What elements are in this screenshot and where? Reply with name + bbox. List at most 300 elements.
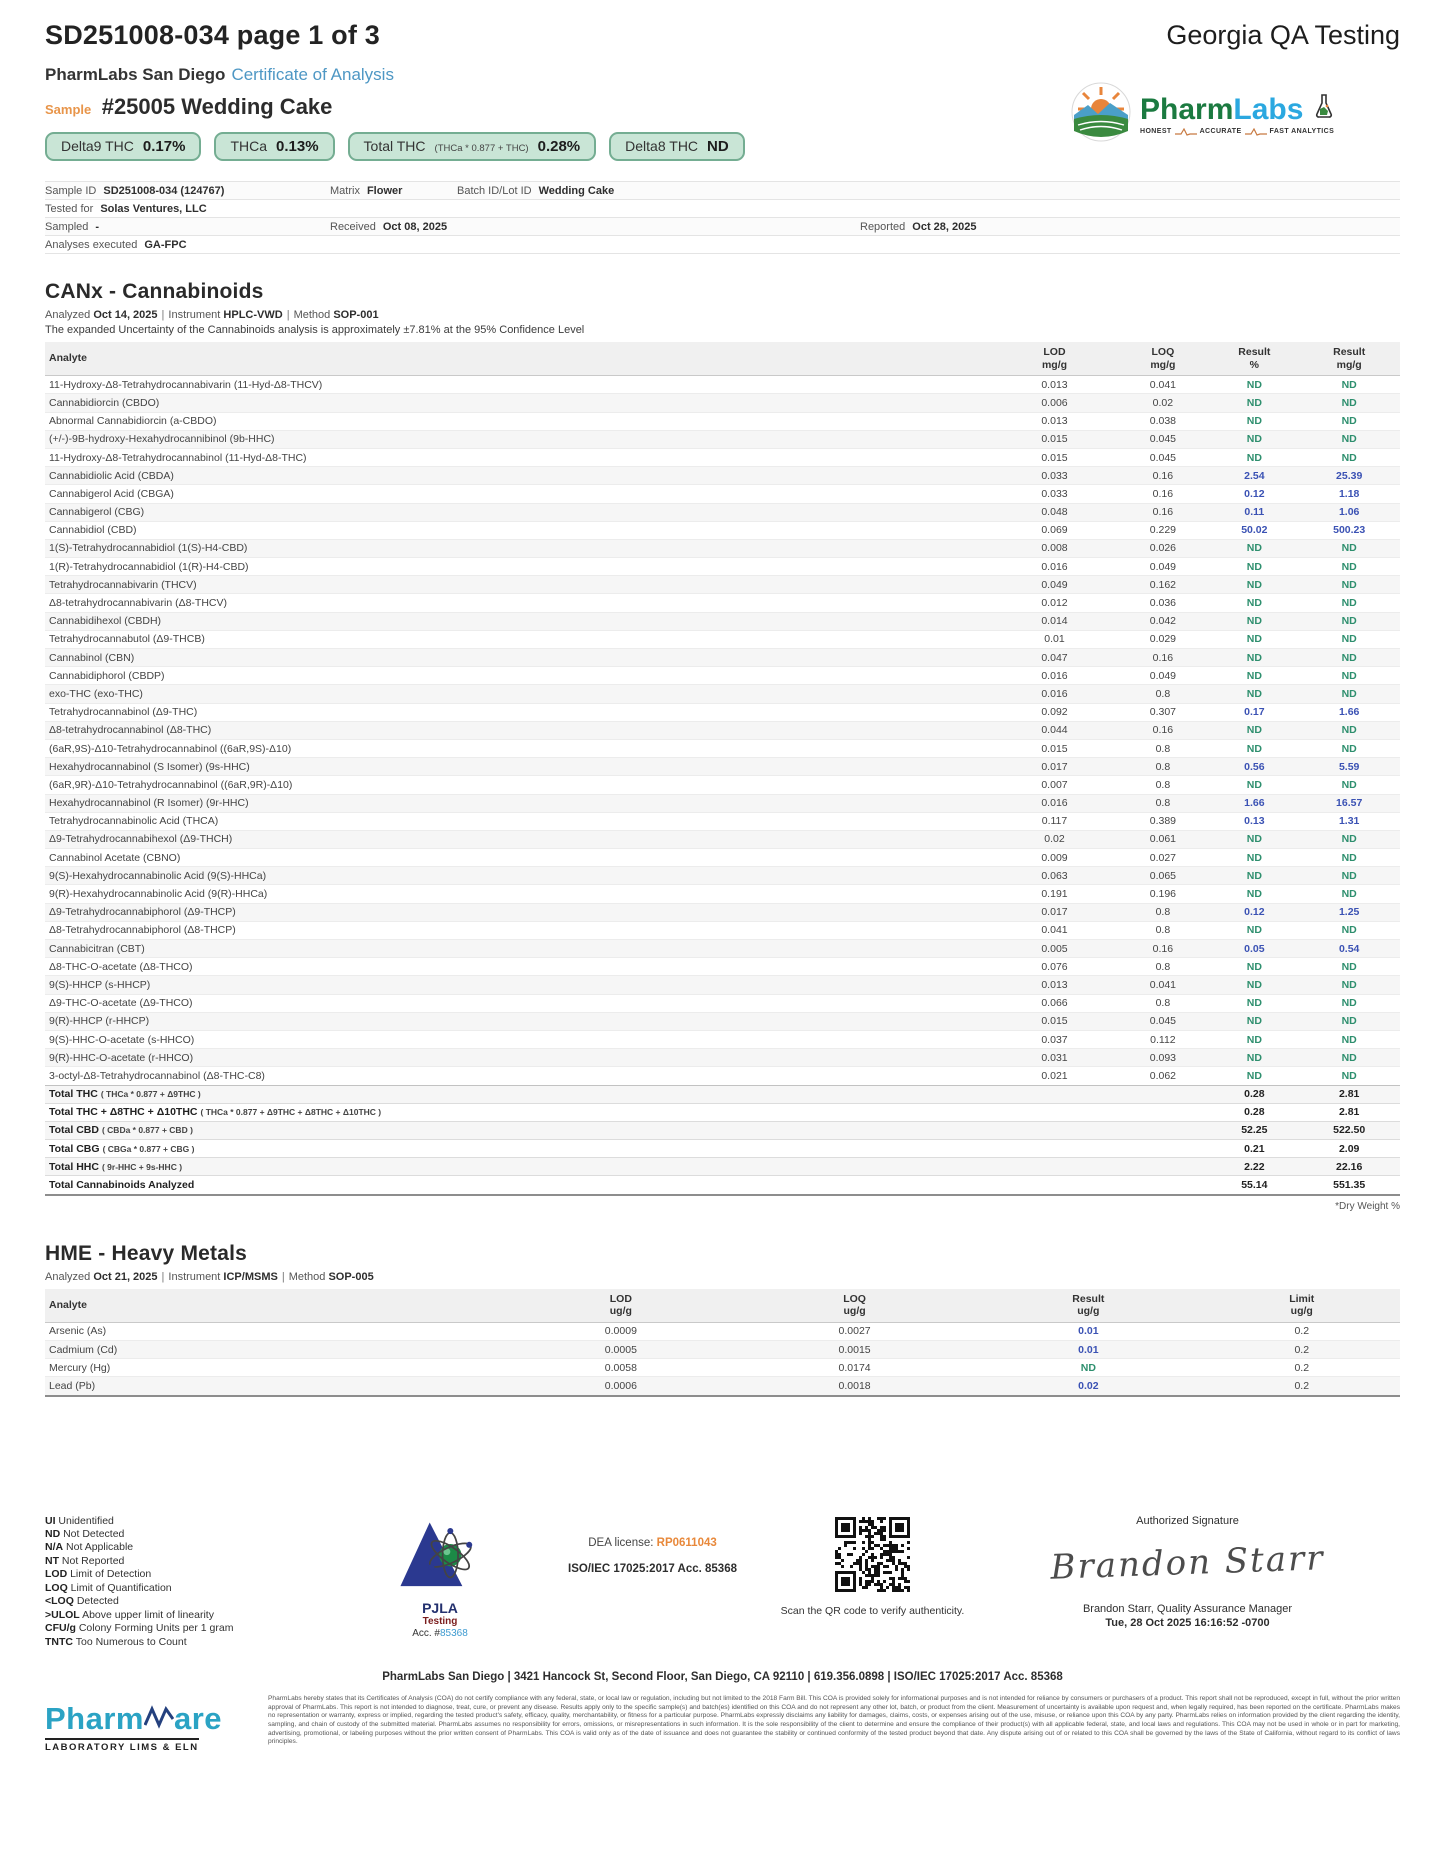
- totals-row: [45, 1140, 1400, 1158]
- legend-item: CFU/g Colony Forming Units per 1 gram: [45, 1622, 234, 1635]
- cell: 0.307: [1115, 703, 1210, 721]
- totals-row: [45, 1121, 1400, 1139]
- cell: Δ8-Tetrahydrocannabiphorol (Δ8-THCP): [45, 921, 994, 939]
- analyte-row: [45, 594, 1400, 612]
- matrix-value: Flower: [366, 185, 403, 197]
- cell: 0.017: [994, 903, 1116, 921]
- received-value: Oct 08, 2025: [382, 221, 448, 233]
- cell: ND: [1210, 539, 1298, 557]
- cell: Cannabigerol (CBG): [45, 503, 994, 521]
- cell: 0.0006: [506, 1377, 736, 1396]
- cell: 0.0018: [736, 1377, 973, 1396]
- totals-row: [45, 1085, 1400, 1103]
- cell: 0.8: [1115, 958, 1210, 976]
- cell: (6aR,9S)-Δ10-Tetrahydrocannabinol ((6aR,9S)-Δ10): [45, 739, 994, 757]
- analyte-row: [45, 940, 1400, 958]
- cell: ND: [1298, 430, 1400, 448]
- cell: 0.02: [994, 830, 1116, 848]
- cell: 1(S)-Tetrahydrocannabidiol (1(S)-H4-CBD): [45, 539, 994, 557]
- cell: ND: [1298, 830, 1400, 848]
- analyte-row: [45, 958, 1400, 976]
- lab-name-line: [45, 65, 745, 85]
- cell: ND: [1298, 739, 1400, 757]
- cannabinoids-section-title: CANx - Cannabinoids: [45, 280, 264, 303]
- iso-accreditation-line: ISO/IEC 17025:2017 Acc. 85368: [568, 1562, 737, 1575]
- column-header-result-mgg: Result mg/g: [1298, 342, 1400, 376]
- cell: 0.0005: [506, 1341, 736, 1359]
- thc-badges: [45, 132, 745, 161]
- analyte-row: [45, 703, 1400, 721]
- cell: Δ8-tetrahydrocannabivarin (Δ8-THCV): [45, 594, 994, 612]
- sample-name: #25005 Wedding Cake: [101, 94, 333, 119]
- cell: ND: [1298, 539, 1400, 557]
- cell: 0.05: [1210, 940, 1298, 958]
- cell: ND: [1298, 994, 1400, 1012]
- cell: 0.02: [973, 1377, 1203, 1396]
- cell: 9(S)-HHCP (s-HHCP): [45, 976, 994, 994]
- cell: 0.11: [1210, 503, 1298, 521]
- totals-row: [45, 1158, 1400, 1176]
- cell: 0.006: [994, 394, 1116, 412]
- cell: 5.59: [1298, 758, 1400, 776]
- cell: 9(R)-HHCP (r-HHCP): [45, 1012, 994, 1030]
- qr-block: [770, 1515, 975, 1617]
- cell: 0.191: [994, 885, 1116, 903]
- cell: 0.044: [994, 721, 1116, 739]
- cell: [994, 1085, 1116, 1103]
- cell: 0.031: [994, 1049, 1116, 1067]
- analyte-row: [45, 1012, 1400, 1030]
- cell: 0.049: [1115, 558, 1210, 576]
- cell: ND: [1210, 649, 1298, 667]
- cell: 0.047: [994, 649, 1116, 667]
- analyte-row: [45, 1067, 1400, 1085]
- analyte-row: [45, 994, 1400, 1012]
- abbreviation-legend: [45, 1515, 345, 1649]
- cell: 0.8: [1115, 794, 1210, 812]
- total-name: Total Cannabinoids Analyzed: [45, 1176, 994, 1195]
- cell: ND: [1210, 394, 1298, 412]
- heavy-metals-meta: Analyzed Oct 21, 2025 | Instrument ICP/MSMS | Method SOP-005: [45, 1270, 374, 1283]
- column-header-limit-ugg: Limit ug/g: [1204, 1289, 1401, 1323]
- total-value: 0.21: [1210, 1140, 1298, 1158]
- cell: 0.2: [1204, 1322, 1401, 1340]
- cell: ND: [1298, 612, 1400, 630]
- cell: 0.12: [1210, 485, 1298, 503]
- analyte-row: [45, 721, 1400, 739]
- analyte-row: [45, 921, 1400, 939]
- cell: ND: [1210, 921, 1298, 939]
- cell: 0.013: [994, 376, 1116, 394]
- cell: 0.56: [1210, 758, 1298, 776]
- analyte-row: [45, 467, 1400, 485]
- legend-item: <LOQ Detected: [45, 1595, 119, 1608]
- cell: 0.014: [994, 612, 1116, 630]
- cell: Hexahydrocannabinol (R Isomer) (9r-HHC): [45, 794, 994, 812]
- cell: 0.2: [1204, 1341, 1401, 1359]
- total-value: 0.28: [1210, 1103, 1298, 1121]
- cell: 0.016: [994, 558, 1116, 576]
- cell: ND: [1210, 830, 1298, 848]
- cell: ND: [1210, 976, 1298, 994]
- cell: ND: [1298, 394, 1400, 412]
- cell: ND: [1210, 867, 1298, 885]
- cell: Lead (Pb): [45, 1377, 506, 1396]
- cell: 0.041: [1115, 376, 1210, 394]
- cell: 0.036: [1115, 594, 1210, 612]
- signature-date: Tue, 28 Oct 2025 16:16:52 -0700: [1105, 1616, 1270, 1629]
- sample-id-label: Sample ID: [45, 185, 97, 197]
- cell: ND: [1298, 1012, 1400, 1030]
- analyte-row: [45, 485, 1400, 503]
- sampled-label: Sampled: [45, 221, 89, 233]
- cell: ND: [1210, 721, 1298, 739]
- cell: ND: [1298, 448, 1400, 466]
- analyte-row: [45, 394, 1400, 412]
- cell: 9(R)-HHC-O-acetate (r-HHCO): [45, 1049, 994, 1067]
- cell: [1115, 1103, 1210, 1121]
- cell: ND: [1210, 558, 1298, 576]
- cell: Cannabidiorcin (CBDO): [45, 394, 994, 412]
- cell: 0.013: [994, 412, 1116, 430]
- cell: 0.117: [994, 812, 1116, 830]
- column-header-lod-mgg: LOD mg/g: [994, 342, 1116, 376]
- pjla-acc-number: 85368: [439, 1627, 468, 1639]
- top-bar: [45, 20, 1400, 51]
- cell: 0.0009: [506, 1322, 736, 1340]
- cell: ND: [973, 1359, 1203, 1377]
- analyte-row: [45, 1030, 1400, 1048]
- cell: ND: [1210, 685, 1298, 703]
- cell: 0.8: [1115, 758, 1210, 776]
- cell: 0.045: [1115, 430, 1210, 448]
- total-value: 551.35: [1298, 1176, 1400, 1195]
- analyte-row: [45, 885, 1400, 903]
- bottom-row: [45, 1691, 1400, 1755]
- cell: 9(R)-Hexahydrocannabinolic Acid (9(R)-HHCa): [45, 885, 994, 903]
- cell: 0.015: [994, 1012, 1116, 1030]
- cell: 0.066: [994, 994, 1116, 1012]
- cell: [994, 1103, 1116, 1121]
- pharmware-wave-icon: [144, 1701, 174, 1737]
- cell: Cannabidihexol (CBDH): [45, 612, 994, 630]
- cell: 0.015: [994, 739, 1116, 757]
- footer: [45, 1515, 1400, 1649]
- cell: 0.01: [973, 1322, 1203, 1340]
- pjla-sub: Testing: [422, 1615, 458, 1627]
- column-header-result-ugg: Result ug/g: [973, 1289, 1203, 1323]
- cell: 0.012: [994, 594, 1116, 612]
- tested-for-label: Tested for: [45, 203, 94, 215]
- analyte-row: [45, 758, 1400, 776]
- tested-for-value: Solas Ventures, LLC: [100, 203, 207, 215]
- cell: (+/-)-9B-hydroxy-Hexahydrocannibinol (9b-HHC): [45, 430, 994, 448]
- cell: 9(S)-HHC-O-acetate (s-HHCO): [45, 1030, 994, 1048]
- info-row-4: [45, 235, 1400, 254]
- cell: 0.026: [1115, 539, 1210, 557]
- pharmlabs-emblem-icon: [1070, 81, 1132, 148]
- dea-license-value[interactable]: RP0611043: [656, 1536, 717, 1549]
- sample-info-table: [45, 181, 1400, 254]
- tagline-fast: FAST ANALYTICS: [1269, 128, 1335, 135]
- total-value: 522.50: [1298, 1121, 1400, 1139]
- dea-license-label: DEA license:: [588, 1536, 654, 1549]
- cell: ND: [1210, 594, 1298, 612]
- total-name: Total THC ( THCa * 0.877 + Δ9THC ): [45, 1085, 994, 1103]
- cell: Δ9-THC-O-acetate (Δ9-THCO): [45, 994, 994, 1012]
- cell: [1115, 1085, 1210, 1103]
- lab-name: PharmLabs San Diego: [45, 65, 226, 84]
- authorized-signature-title: Authorized Signature: [1136, 1514, 1239, 1527]
- analyte-row: [45, 739, 1400, 757]
- batch-label: Batch ID/Lot ID: [457, 185, 532, 197]
- cell: [994, 1176, 1116, 1195]
- pjla-accreditation: [345, 1519, 535, 1639]
- cell: 0.01: [994, 630, 1116, 648]
- logo-word-pharm: Pharm: [1140, 92, 1234, 126]
- cell: ND: [1210, 630, 1298, 648]
- info-row-1: [45, 181, 1400, 199]
- cell: Cannabidiphorol (CBDP): [45, 667, 994, 685]
- cannabinoids-meta: Analyzed Oct 14, 2025 | Instrument HPLC-VWD | Method SOP-001: [45, 309, 379, 321]
- cell: ND: [1210, 776, 1298, 794]
- cell: ND: [1298, 576, 1400, 594]
- cell: Abnormal Cannabidiorcin (a-CBDO): [45, 412, 994, 430]
- cell: 0.092: [994, 703, 1116, 721]
- legend-item: LOQ Limit of Quantification: [45, 1581, 172, 1594]
- cell: ND: [1210, 412, 1298, 430]
- cell: Tetrahydrocannabinol (Δ9-THC): [45, 703, 994, 721]
- signature-block: [975, 1515, 1400, 1629]
- cell: 0.048: [994, 503, 1116, 521]
- cell: 0.16: [1115, 649, 1210, 667]
- analyte-row: [45, 812, 1400, 830]
- analyte-row: [45, 903, 1400, 921]
- column-header-loq-ugg: LOQ ug/g: [736, 1289, 973, 1323]
- total-value: 55.14: [1210, 1176, 1298, 1195]
- cell: 0.065: [1115, 867, 1210, 885]
- column-header-analyte: Analyte: [45, 1289, 506, 1323]
- cell: 0.017: [994, 758, 1116, 776]
- analyte-row: [45, 503, 1400, 521]
- analyte-row: [45, 867, 1400, 885]
- analyte-row: [45, 1377, 1400, 1396]
- logo-tagline: [1140, 128, 1334, 136]
- dry-weight-note: *Dry Weight %: [1335, 1200, 1400, 1212]
- cell: ND: [1210, 739, 1298, 757]
- cannabinoids-table-body: [45, 376, 1400, 1195]
- badge-delta8-thc: Delta8 THC ND: [609, 132, 745, 161]
- cell: ND: [1210, 430, 1298, 448]
- cell: Cannabinol (CBN): [45, 649, 994, 667]
- reported-value: Oct 28, 2025: [912, 221, 977, 233]
- cell: 1.31: [1298, 812, 1400, 830]
- cell: Hexahydrocannabinol (S Isomer) (9s-HHC): [45, 758, 994, 776]
- cell: 0.015: [994, 448, 1116, 466]
- pharmware-logo: [45, 1691, 250, 1755]
- cell: 25.39: [1298, 467, 1400, 485]
- cell: 11-Hydroxy-Δ8-Tetrahydrocannabinol (11-Hyd-Δ8-THC): [45, 448, 994, 466]
- cell: 0.005: [994, 940, 1116, 958]
- cell: 0.196: [1115, 885, 1210, 903]
- program-title: Georgia QA Testing: [1166, 20, 1400, 50]
- cell: 0.0058: [506, 1359, 736, 1377]
- legend-item: N/A Not Applicable: [45, 1541, 134, 1554]
- cell: Cannabinol Acetate (CBNO): [45, 849, 994, 867]
- total-name: Total CBD ( CBDa * 0.877 + CBD ): [45, 1121, 994, 1139]
- total-value: 52.25: [1210, 1121, 1298, 1139]
- analyte-row: [45, 1049, 1400, 1067]
- cell: [1115, 1176, 1210, 1195]
- cell: Mercury (Hg): [45, 1359, 506, 1377]
- received-label: Received: [330, 221, 376, 233]
- cell: 0.049: [1115, 667, 1210, 685]
- cell: ND: [1298, 630, 1400, 648]
- analyte-row: [45, 1359, 1400, 1377]
- cell: 0.013: [994, 976, 1116, 994]
- cell: ND: [1210, 667, 1298, 685]
- analyte-row: [45, 849, 1400, 867]
- qr-code: [835, 1517, 910, 1597]
- cell: 1(R)-Tetrahydrocannabidiol (1(R)-H4-CBD): [45, 558, 994, 576]
- cell: 9(S)-Hexahydrocannabinolic Acid (9(S)-HHCa): [45, 867, 994, 885]
- analyte-row: [45, 667, 1400, 685]
- cell: ND: [1298, 1067, 1400, 1085]
- cell: ND: [1298, 776, 1400, 794]
- cell: 0.8: [1115, 903, 1210, 921]
- analyte-row: [45, 539, 1400, 557]
- cell: 0.041: [1115, 976, 1210, 994]
- cell: (6aR,9R)-Δ10-Tetrahydrocannabinol ((6aR,9R)-Δ10): [45, 776, 994, 794]
- document-id: SD251008-034 page 1 of 3: [45, 20, 380, 50]
- cell: ND: [1210, 849, 1298, 867]
- cell: 1.66: [1298, 703, 1400, 721]
- cell: ND: [1298, 667, 1400, 685]
- pharmlabs-wordmark: [1140, 93, 1334, 136]
- cell: Tetrahydrocannabutol (Δ9-THCB): [45, 630, 994, 648]
- pjla-name: PJLA: [422, 1599, 458, 1616]
- info-row-3: [45, 217, 1400, 235]
- signer-name: Brandon Starr, Quality Assurance Manager: [1082, 1602, 1293, 1615]
- cell: ND: [1298, 867, 1400, 885]
- cell: 0.16: [1115, 721, 1210, 739]
- cannabinoids-table-header: [45, 342, 1400, 376]
- pjla-accession: [345, 1628, 535, 1639]
- cell: ND: [1210, 1012, 1298, 1030]
- qr-caption: Scan the QR code to verify authenticity.: [780, 1604, 965, 1617]
- cell: 0.007: [994, 776, 1116, 794]
- cell: 0.16: [1115, 503, 1210, 521]
- cell: 0.033: [994, 485, 1116, 503]
- cell: [994, 1158, 1116, 1176]
- header-left: [45, 65, 745, 161]
- cell: 0.015: [994, 430, 1116, 448]
- cell: Cannabidiol (CBD): [45, 521, 994, 539]
- cell: 0.229: [1115, 521, 1210, 539]
- sampled-value: -: [95, 221, 100, 233]
- certificate-title: Certificate of Analysis: [231, 65, 394, 84]
- cell: ND: [1298, 376, 1400, 394]
- pjla-acc-label: Acc. #: [412, 1627, 440, 1639]
- tagline-accurate: ACCURATE: [1199, 128, 1242, 135]
- analyte-row: [45, 576, 1400, 594]
- cell: 0.02: [1115, 394, 1210, 412]
- legend-item: LOD Limit of Detection: [45, 1568, 152, 1581]
- cell: 0.008: [994, 539, 1116, 557]
- pharmware-word-pharm: Pharm: [45, 1700, 144, 1736]
- analyte-row: [45, 521, 1400, 539]
- cell: 0.8: [1115, 921, 1210, 939]
- cannabinoids-table: [45, 342, 1400, 1196]
- legend-item: ND Not Detected: [45, 1528, 125, 1540]
- cell: ND: [1298, 594, 1400, 612]
- cell: 0.045: [1115, 1012, 1210, 1030]
- pharmware-subtitle: LABORATORY LIMS & ELN: [45, 1738, 199, 1753]
- total-name: Total HHC ( 9r-HHC + 9s-HHC ): [45, 1158, 994, 1176]
- cell: ND: [1210, 1030, 1298, 1048]
- cell: 0.021: [994, 1067, 1116, 1085]
- cell: 1.06: [1298, 503, 1400, 521]
- sample-id-value: SD251008-034 (124767): [103, 185, 225, 197]
- cell: 0.16: [1115, 940, 1210, 958]
- analyte-row: [45, 412, 1400, 430]
- cell: 1.25: [1298, 903, 1400, 921]
- heavy-metals-table: [45, 1289, 1400, 1397]
- cell: Δ8-THC-O-acetate (Δ8-THCO): [45, 958, 994, 976]
- cell: Δ9-Tetrahydrocannabihexol (Δ9-THCH): [45, 830, 994, 848]
- cell: Cannabidiolic Acid (CBDA): [45, 467, 994, 485]
- cell: 0.045: [1115, 448, 1210, 466]
- total-value: 2.22: [1210, 1158, 1298, 1176]
- analyte-row: [45, 830, 1400, 848]
- matrix-label: Matrix: [330, 185, 360, 197]
- analyte-row: [45, 376, 1400, 394]
- signature-script: Brandon Starr: [1049, 1537, 1326, 1588]
- cell: ND: [1210, 958, 1298, 976]
- pharmlabs-logo: [1070, 67, 1400, 161]
- cell: 16.57: [1298, 794, 1400, 812]
- cell: 0.0027: [736, 1322, 973, 1340]
- uncertainty-note: The expanded Uncertainty of the Cannabinoids analysis is approximately ±7.81% at the 95% Confidence Level: [45, 324, 585, 336]
- cell: ND: [1210, 1049, 1298, 1067]
- reported-label: Reported: [860, 221, 906, 233]
- cell: 3-octyl-Δ8-Tetrahydrocannabinol (Δ8-THC-C8): [45, 1067, 994, 1085]
- cell: Tetrahydrocannabivarin (THCV): [45, 576, 994, 594]
- analyte-row: [45, 685, 1400, 703]
- cell: 2.54: [1210, 467, 1298, 485]
- pjla-logo-icon: [397, 1580, 483, 1597]
- analyte-row: [45, 612, 1400, 630]
- cell: 0.2: [1204, 1377, 1401, 1396]
- header-row: [45, 65, 1400, 161]
- cell: Δ9-Tetrahydrocannabiphorol (Δ9-THCP): [45, 903, 994, 921]
- cell: 0.063: [994, 867, 1116, 885]
- sample-label: Sample: [45, 102, 92, 117]
- analyte-row: [45, 1322, 1400, 1340]
- cell: ND: [1210, 376, 1298, 394]
- heavy-metals-table-body: [45, 1322, 1400, 1395]
- total-value: 2.09: [1298, 1140, 1400, 1158]
- cell: 0.069: [994, 521, 1116, 539]
- legend-item: NT Not Reported: [45, 1554, 125, 1567]
- cell: 0.033: [994, 467, 1116, 485]
- analyte-row: [45, 976, 1400, 994]
- heavy-metals-table-header: [45, 1289, 1400, 1323]
- cell: ND: [1210, 576, 1298, 594]
- analyte-row: [45, 649, 1400, 667]
- total-name: Total CBG ( CBGa * 0.877 + CBG ): [45, 1140, 994, 1158]
- analyte-row: [45, 794, 1400, 812]
